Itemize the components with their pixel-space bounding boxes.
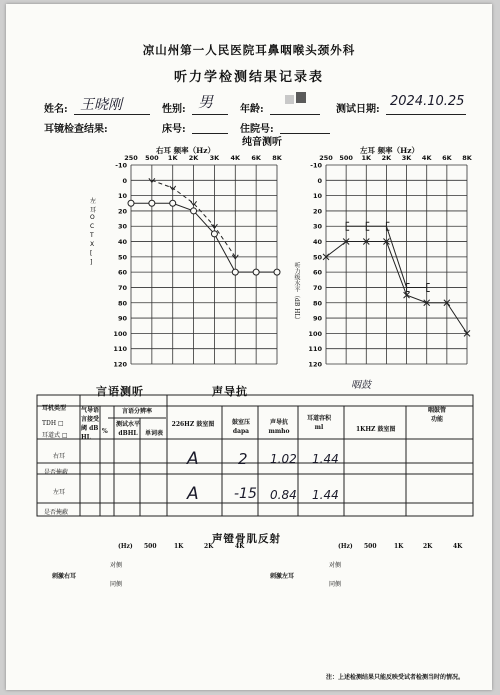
freq-tick-label: 4K (230, 154, 241, 162)
srt-header: 气导语言接受阈 dB HL (81, 407, 100, 441)
db-tick-label: 30 (312, 222, 322, 231)
date-label: 测试日期: (336, 104, 380, 115)
ipsi-label: 同侧 (110, 581, 123, 588)
freq-tick-label: 250 (124, 154, 138, 162)
left-volume-value: 1.44 (312, 488, 339, 502)
1khz-header: 1KHZ 鼓室图 (356, 426, 396, 433)
right-pressure-value: 2 (238, 450, 248, 468)
tdh-checkbox: TDH □ (42, 420, 64, 427)
db-tick-label: 50 (312, 253, 322, 262)
freq-tick-label: 3K (401, 154, 412, 162)
db-tick-label: 90 (117, 314, 127, 323)
left-ear-title: 左耳 频率（Hz） (360, 146, 419, 155)
reflex-freq: 500 (364, 543, 377, 550)
ipsi-label: 同侧 (329, 581, 342, 588)
word-list-header: 单词表 (145, 430, 164, 437)
freq-tick-label: 1K (167, 154, 178, 162)
db-tick-label: 110 (113, 345, 127, 354)
right-ear-row: 右耳 (53, 453, 66, 460)
eustachian-header: 咽鼓管功能 (427, 407, 446, 423)
freq-tick-label: 4K (421, 154, 432, 162)
db-tick-label: -10 (115, 161, 127, 170)
ear-type-header: 耳机类型 (42, 405, 67, 412)
db-tick-label: 70 (117, 283, 127, 292)
right-masked-row: 是否掩蔽 (44, 469, 69, 476)
db-tick-label: 100 (113, 329, 127, 338)
sex-label: 性别: (162, 104, 186, 115)
contra-label: 对侧 (110, 562, 123, 569)
legend-symbol: C (90, 223, 95, 230)
reflex-hz-right: (Hz) (118, 543, 133, 550)
left-tympanogram-value: A (187, 484, 199, 504)
stim-right-label: 刺激右耳 (52, 573, 77, 580)
pure-tone-title: 纯音测听 (242, 137, 282, 148)
date-value: 2024.10.25 (390, 94, 465, 109)
reflex-freq: 1K (174, 543, 184, 550)
percent-header: % (102, 428, 108, 435)
left-pressure-value: -15 (234, 486, 257, 502)
right-ear-title: 右耳 频率（Hz） (156, 146, 215, 155)
db-tick-label: 80 (312, 299, 322, 308)
reflex-freq: 2K (204, 543, 214, 550)
reflex-freq: 2K (423, 543, 433, 550)
record-sheet (6, 4, 492, 690)
reflex-hz-left: (Hz) (338, 543, 353, 550)
db-tick-label: -10 (310, 161, 322, 170)
db-tick-label: 120 (308, 360, 322, 369)
stim-left-label: 刺激左耳 (270, 573, 295, 580)
compliance-header: 声导抗 mmho (268, 419, 290, 435)
discrimination-header: 言语分辨率 (122, 408, 153, 415)
db-tick-label: 10 (117, 192, 127, 201)
legend-symbol: T (90, 232, 94, 239)
db-tick-label: 110 (308, 345, 322, 354)
db-tick-label: 0 (317, 176, 322, 185)
level-header: 测试水平 dBHL (116, 421, 141, 437)
db-tick-label: 70 (312, 283, 322, 292)
db-tick-label: 0 (122, 176, 127, 185)
bed-label: 床号: (162, 124, 186, 135)
db-tick-label: 30 (117, 222, 127, 231)
right-volume-value: 1.44 (312, 452, 339, 466)
right-tympanogram-value: A (187, 449, 199, 469)
freq-tick-label: 500 (339, 154, 353, 162)
left-masked-row: 是否掩蔽 (44, 509, 69, 516)
left-ear-row: 左耳 (53, 489, 66, 496)
y-axis-label: 听力级水平（dB HL） (293, 262, 300, 324)
freq-tick-label: 6K (251, 154, 261, 162)
handwritten-note: 咽鼓 (351, 380, 371, 391)
db-tick-label: 10 (312, 192, 322, 201)
form-title: 听力学检测结果记录表 (173, 70, 324, 85)
freq-tick-label: 2K (381, 154, 392, 162)
freq-tick-label: 3K (209, 154, 220, 162)
sex-value: 男 (198, 93, 214, 111)
name-label: 姓名: (44, 104, 68, 115)
legend-symbol: 左 (90, 198, 97, 205)
db-tick-label: 120 (113, 360, 127, 369)
reflex-freq: 500 (144, 543, 157, 550)
freq-tick-label: 6K (442, 154, 452, 162)
db-tick-label: 60 (312, 268, 322, 277)
hospital-name: 凉山州第一人民医院耳鼻咽喉头颈外科 (142, 43, 356, 57)
name-value: 王晓刚 (80, 97, 122, 113)
legend-symbol: [ (90, 250, 93, 257)
reflex-freq: 1K (394, 543, 404, 550)
footer-note: 注：上述检测结果只能反映受试者检测当时的情况。 (326, 674, 465, 681)
db-tick-label: 80 (117, 299, 127, 308)
freq-tick-label: 250 (319, 154, 333, 162)
reflex-freq: 4K (235, 543, 245, 550)
freq-tick-label: 500 (145, 154, 159, 162)
db-tick-label: 100 (308, 329, 322, 338)
reflex-title: 声镫骨肌反射 (212, 533, 281, 545)
left-compliance-value: 0.84 (270, 488, 297, 502)
db-tick-label: 40 (117, 238, 127, 247)
db-tick-label: 20 (117, 207, 127, 216)
db-tick-label: 90 (312, 314, 322, 323)
freq-tick-label: 1K (361, 154, 372, 162)
reflex-freq: 4K (453, 543, 463, 550)
db-tick-label: 20 (312, 207, 322, 216)
db-tick-label: 50 (117, 253, 127, 262)
freq-tick-label: 8K (462, 154, 472, 162)
speech-title: 言语测听 (96, 385, 144, 398)
acoustic-title: 声导抗 (212, 385, 248, 398)
db-tick-label: 60 (117, 268, 127, 277)
right-compliance-value: 1.02 (270, 452, 297, 466)
legend-symbol: 耳 (90, 207, 97, 214)
age-label: 年龄: (240, 104, 264, 115)
otoscopy-label: 耳镜检查结果: (44, 124, 108, 135)
db-tick-label: 40 (312, 238, 322, 247)
contra-label: 对侧 (329, 562, 342, 569)
pressure-header: 鼓室压 dapa (231, 419, 250, 435)
legend-symbol: ] (90, 259, 93, 266)
legend-symbol: O (90, 214, 95, 221)
legend-symbol: X (90, 241, 95, 248)
freq-tick-label: 2K (188, 154, 199, 162)
tympanogram-header: 226HZ 鼓室图 (171, 421, 215, 428)
freq-tick-label: 8K (272, 154, 282, 162)
admission-label: 住院号: (240, 124, 274, 135)
volume-header: 耳道容积 ml (306, 415, 331, 431)
insert-checkbox: 耳道式 □ (42, 432, 68, 439)
